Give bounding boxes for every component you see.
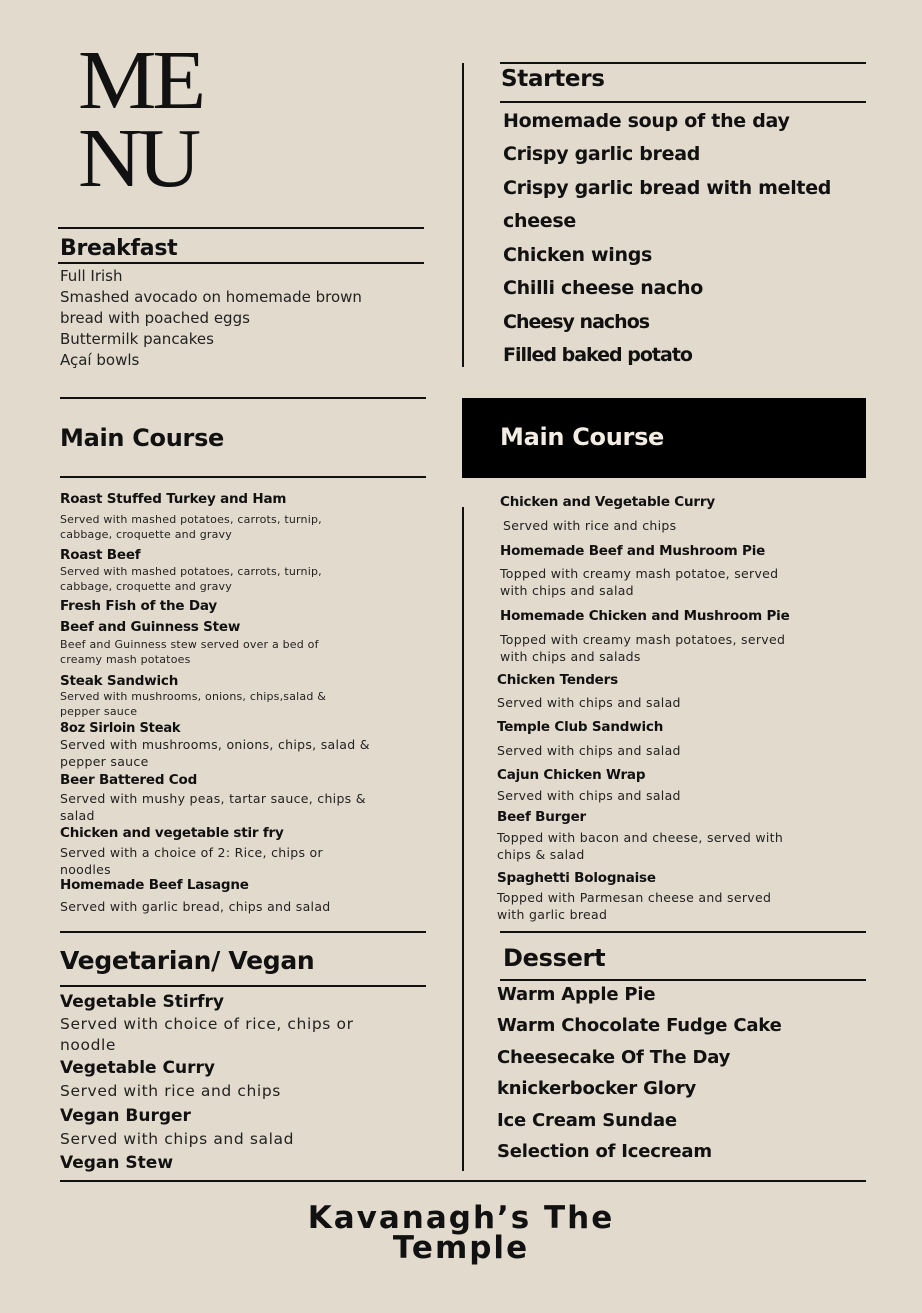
divider (60, 476, 426, 478)
starters-title: Starters (501, 66, 605, 92)
restaurant-name-line-1: Kavanagh’s The (307, 1200, 615, 1236)
list-item: Chilli cheese nacho (503, 277, 703, 299)
list-item: Homemade soup of the day (503, 110, 790, 132)
list-item: Açaí bowls (60, 351, 140, 369)
list-item: Ice Cream Sundae (497, 1110, 677, 1131)
logo-line-1: ME (78, 34, 202, 127)
menu-item-desc: Served with chips and salad (497, 743, 681, 758)
menu-item-desc: Served with mashed potatoes, carrots, turnip, cabbage, croquette and gravy (60, 513, 322, 541)
menu-item-name: Fresh Fish of the Day (60, 598, 217, 614)
menu-item-name: Chicken Tenders (497, 672, 618, 688)
divider (60, 1180, 866, 1182)
menu-item-desc: Served with choice of rice, chips or noodle (60, 1015, 354, 1054)
menu-item-desc: Topped with Parmesan cheese and served with garlic bread (497, 890, 772, 922)
menu-item-desc: Topped with creamy mash potatoes, served with chips and salads (500, 632, 786, 664)
menu-item-desc: Served with chips and salad (497, 695, 681, 710)
divider (500, 62, 866, 64)
logo-line-2: NU (78, 112, 197, 205)
menu-item-desc: Served with mashed potatoes, carrots, turnip, cabbage, croquette and gravy (60, 565, 322, 593)
menu-item-name: Temple Club Sandwich (497, 719, 664, 735)
column-divider-bottom (462, 507, 464, 1171)
restaurant-name-line-2: Temple (392, 1230, 530, 1266)
menu-item-name: Chicken and Vegetable Curry (500, 494, 715, 510)
menu-item-desc: Served with mushrooms, onions, chips, salad & pepper sauce (60, 737, 370, 769)
menu-logo (78, 34, 202, 205)
list-item: Warm Apple Pie (497, 984, 656, 1005)
menu-item-name: Beef and Guinness Stew (60, 619, 241, 635)
menu-item-desc: Served with chips and salad (497, 788, 681, 803)
divider (60, 397, 426, 399)
menu-item-name: Vegan Burger (60, 1106, 191, 1126)
menu-item-name: 8oz Sirloin Steak (60, 721, 181, 736)
main-course-banner-title: Main Course (500, 423, 665, 451)
list-item: Warm Chocolate Fudge Cake (497, 1015, 782, 1036)
menu-item-name: Vegetable Curry (60, 1058, 215, 1078)
menu-item-name: Roast Beef (60, 547, 141, 563)
list-item: Smashed avocado on homemade brown bread with poached eggs (60, 288, 362, 327)
list-item: knickerbocker Glory (497, 1078, 697, 1099)
menu-item-name: Beef Burger (497, 809, 587, 825)
menu-item-desc: Served with rice and chips (503, 518, 677, 533)
menu-item-desc: Beef and Guinness stew served over a bed of creamy mash potatoes (60, 638, 319, 666)
menu-item-desc: Served with mushrooms, onions, chips,salad & pepper sauce (60, 690, 327, 718)
menu-item-name: Chicken and vegetable stir fry (60, 825, 284, 841)
list-item: Cheesy nachos (503, 311, 650, 333)
main-course-title: Main Course (60, 424, 225, 452)
menu-item-desc: Served with a choice of 2: Rice, chips or noodles (60, 845, 323, 877)
column-divider-top (462, 63, 464, 367)
menu-item-name: Vegan Stew (60, 1153, 174, 1173)
divider (60, 985, 426, 987)
menu-item-desc: Served with chips and salad (60, 1130, 295, 1148)
menu-item-name: Cajun Chicken Wrap (497, 767, 646, 783)
list-item: Filled baked potato (503, 344, 692, 366)
menu-item-desc: Served with rice and chips (60, 1082, 281, 1100)
list-item: Selection of Icecream (497, 1141, 712, 1162)
list-item: Chicken wings (503, 244, 653, 266)
divider (60, 931, 426, 933)
divider (58, 262, 424, 264)
menu-item-desc: Served with mushy peas, tartar sauce, chips & salad (60, 791, 366, 823)
restaurant-name (0, 1200, 922, 1266)
list-item: Crispy garlic bread with melted (503, 177, 832, 199)
list-item: Buttermilk pancakes (60, 330, 214, 348)
menu-item-desc: Topped with bacon and cheese, served with chips & salad (497, 830, 784, 862)
dessert-title: Dessert (503, 944, 606, 972)
menu-item-desc: Topped with creamy mash potatoe, served with chips and salad (500, 566, 779, 598)
breakfast-title: Breakfast (60, 236, 178, 261)
menu-item-name: Homemade Beef Lasagne (60, 877, 249, 893)
list-item: Crispy garlic bread (503, 143, 701, 165)
menu-item-name: Roast Stuffed Turkey and Ham (60, 491, 287, 507)
menu-item-name: Homemade Beef and Mushroom Pie (500, 543, 766, 559)
menu-item-name: Steak Sandwich (60, 673, 179, 689)
menu-item-name: Spaghetti Bolognaise (497, 870, 656, 886)
breakfast-list (60, 266, 390, 371)
menu-item-name: Vegetable Stirfry (60, 992, 224, 1012)
menu-item-name: Beer Battered Cod (60, 772, 198, 788)
divider (500, 931, 866, 933)
divider (500, 101, 866, 103)
menu-item-name: Homemade Chicken and Mushroom Pie (500, 608, 790, 624)
divider (500, 979, 866, 981)
vegetarian-title: Vegetarian/ Vegan (60, 946, 315, 975)
list-item: cheese (503, 210, 576, 232)
menu-item-desc: Served with garlic bread, chips and salad (60, 899, 331, 914)
list-item: Cheesecake Of The Day (497, 1047, 731, 1068)
list-item: Full Irish (60, 267, 123, 285)
divider (58, 227, 424, 229)
